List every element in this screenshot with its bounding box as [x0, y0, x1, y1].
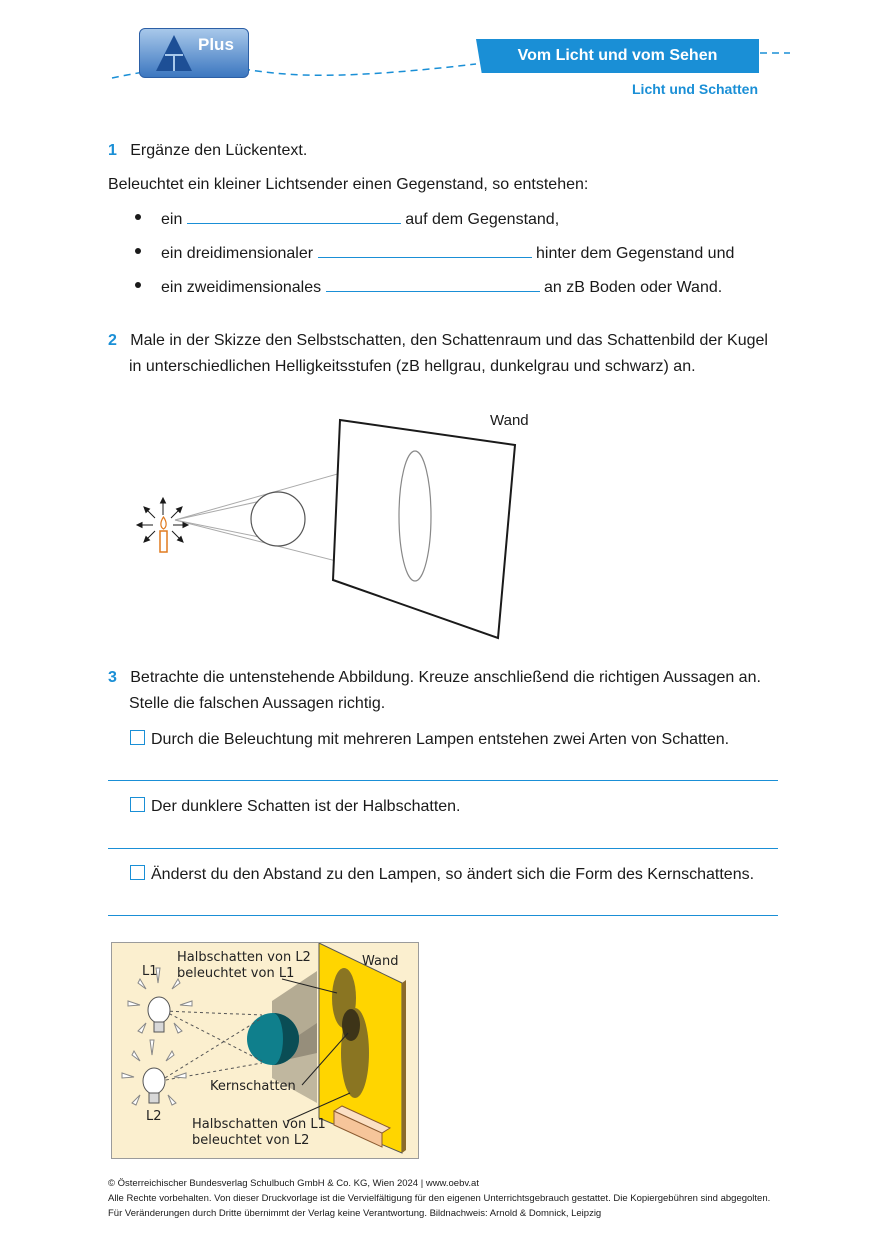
label-lamp-l2: L2 [146, 1109, 162, 1124]
gap-item-3-after: an zB Boden oder Wand. [544, 279, 723, 296]
gap-item-2-after: hinter dem Gegenstand und [536, 245, 735, 262]
answer-line-1[interactable] [108, 780, 778, 781]
gap-item-3 [161, 276, 722, 298]
task3-instruction-line2: Stelle die falschen Aussagen richtig. [129, 695, 386, 712]
task3-line1 [108, 668, 761, 688]
gap-item-1-before: ein [161, 211, 183, 228]
gap-item-1-after: auf dem Gegenstand, [405, 211, 560, 228]
gap-field-2[interactable] [318, 242, 532, 258]
shadow-sketch-diagram [125, 405, 545, 650]
wall-edge [402, 980, 406, 1153]
statement-3-checkbox[interactable] [130, 865, 145, 880]
task1-number: 1 [108, 142, 117, 159]
label-wall: Wand [362, 954, 399, 969]
illustration-svg [112, 943, 418, 1158]
flame-icon [161, 517, 166, 529]
task1-intro: Beleuchtet ein kleiner Lichtsender einen Gegenstand, so entstehen: [108, 176, 589, 193]
publisher-logo [139, 28, 249, 78]
statement-2-text: Der dunklere Schatten ist der Halbschatten. [151, 798, 461, 815]
statement-1-text: Durch die Beleuchtung mit mehreren Lampen entstehen zwei Arten von Schatten. [151, 731, 730, 748]
bullet-2 [135, 248, 141, 254]
label-half-shadow-l2-2: beleuchtet von L1 [177, 966, 295, 981]
label-core-shadow: Kernschatten [210, 1079, 296, 1094]
answer-line-2[interactable] [108, 848, 778, 849]
task2-line1 [108, 331, 768, 351]
label-lamp-l1: L1 [142, 964, 158, 979]
logo-text: Plus [198, 35, 234, 54]
gap-field-1[interactable] [187, 208, 401, 224]
task2-instruction-line1: Male in der Skizze den Selbstschatten, den Schattenraum und das Schattenbild der Kugel [130, 332, 768, 349]
label-half-shadow-l1-1: Halbschatten von L1 [192, 1117, 326, 1132]
bullet-3 [135, 282, 141, 288]
label-half-shadow-l1-2: beleuchtet von L2 [192, 1133, 310, 1148]
footer-rights: Alle Rechte vorbehalten. Von dieser Druckvorlage ist die Vervielfältigung für den eigenen Unterrichtsgebrauch gestattet. Die Kopiergebühren sind abgegolten. [108, 1193, 771, 1204]
dashed-rays [160, 1011, 262, 1081]
sphere [251, 492, 305, 546]
gap-item-1 [161, 208, 559, 230]
wall-plane [333, 420, 515, 638]
section-title: Licht und Schatten [632, 81, 758, 97]
footer-disclaimer: Für Veränderungen durch Dritte übernimmt der Verlag keine Verantwortung. Bildnachweis: Arnold & Domnick, Leipzig [108, 1208, 602, 1219]
task3-instruction-line1: Betrachte die untenstehende Abbildung. Kreuze anschließend die richtigen Aussagen an. [130, 669, 761, 686]
label-half-shadow-l2-1: Halbschatten von L2 [177, 950, 311, 965]
gap-item-2-before: ein dreidimensionaler [161, 245, 314, 262]
gap-item-2 [161, 242, 734, 264]
gap-field-3[interactable] [326, 276, 540, 292]
task1-heading [108, 141, 307, 161]
statement-2 [130, 797, 461, 817]
task2-instruction-line2: in unterschiedlichen Helligkeitsstufen (zB hellgrau, dunkelgrau und schwarz) an. [129, 358, 696, 375]
answer-line-3[interactable] [108, 915, 778, 916]
task2-number: 2 [108, 332, 117, 349]
statement-1-checkbox[interactable] [130, 730, 145, 745]
task1-instruction: Ergänze den Lückentext. [130, 142, 308, 159]
lamp-l2-icon [122, 1040, 186, 1105]
bullet-1 [135, 214, 141, 220]
footer-copyright: © Österreichischer Bundesverlag Schulbuch GmbH & Co. KG, Wien 2024 | www.oebv.at [108, 1178, 479, 1189]
statement-1 [130, 730, 729, 750]
triangle-logo-icon [154, 33, 194, 73]
statement-3-text: Änderst du den Abstand zu den Lampen, so ändert sich die Form des Kernschattens. [151, 866, 755, 883]
half-shadow-illustration [111, 942, 419, 1159]
task3-number: 3 [108, 669, 117, 686]
gap-item-3-before: ein zweidimensionales [161, 279, 322, 296]
statement-2-checkbox[interactable] [130, 797, 145, 812]
chapter-title: Vom Licht und vom Sehen [517, 47, 718, 64]
statement-3 [130, 865, 754, 885]
candle-icon [160, 531, 167, 552]
wall-label: Wand [490, 412, 529, 429]
